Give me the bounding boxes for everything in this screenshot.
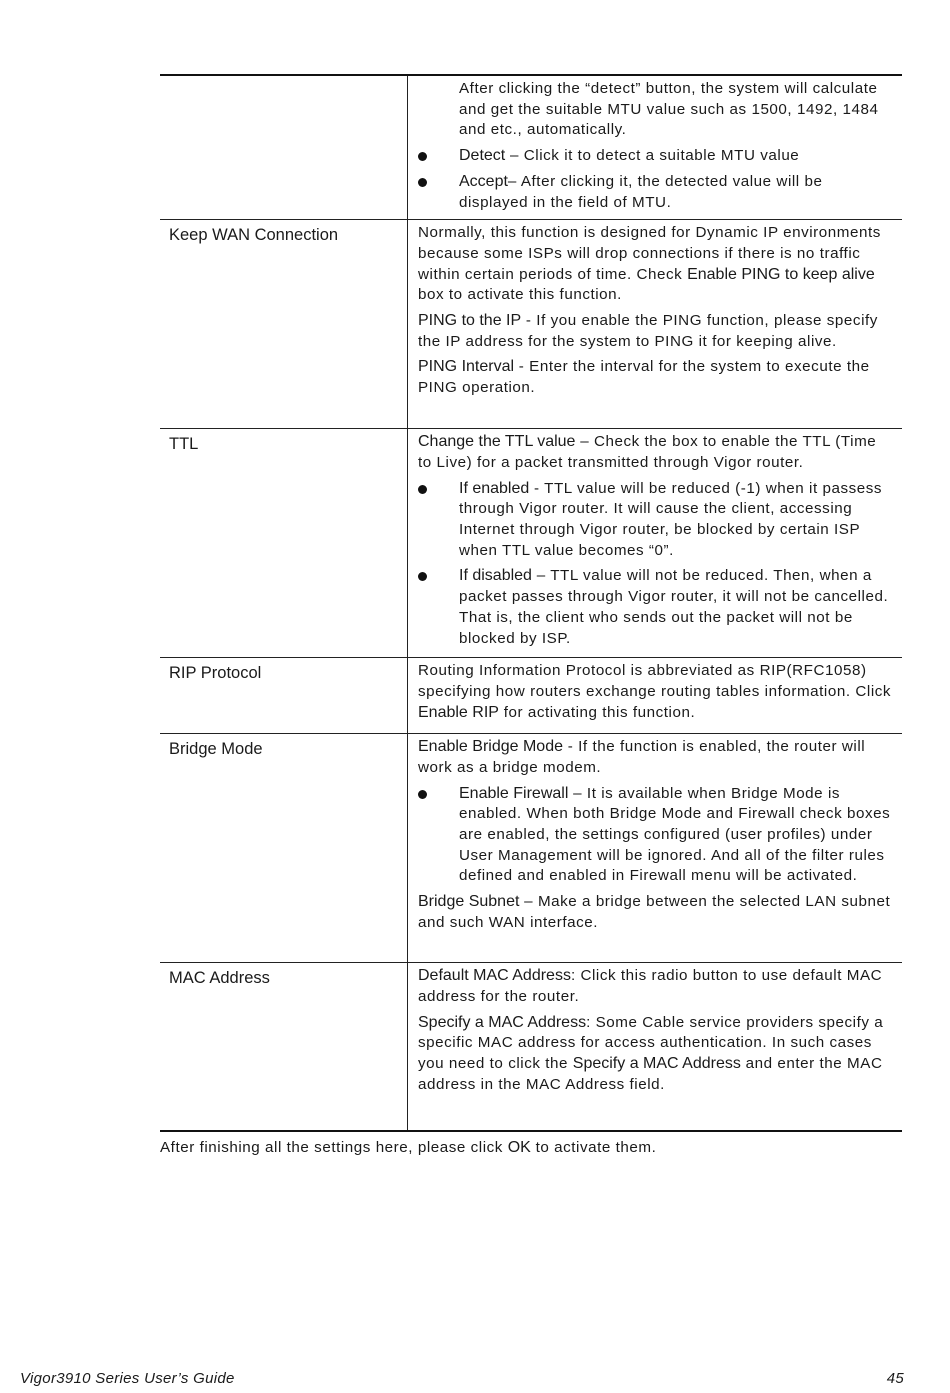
- table-row: [160, 963, 902, 1131]
- settings-note-ok-term: OK: [507, 1139, 531, 1156]
- bullet-term: Enable Firewall: [459, 784, 569, 802]
- table-row: [160, 658, 902, 734]
- description-paragraph: [418, 892, 894, 933]
- footer-guide-title: Vigor3910 Series User’s Guide: [20, 1370, 235, 1387]
- table-row: [160, 75, 902, 220]
- bullet-dot-icon: [418, 152, 427, 161]
- parameter-description-cell: [408, 734, 903, 963]
- description-paragraph: [418, 737, 894, 778]
- parameter-name: RIP Protocol: [169, 664, 262, 683]
- bullet-dot-icon: [418, 485, 427, 494]
- parameter-name-cell: [160, 220, 408, 429]
- bullet-item: [418, 566, 894, 649]
- table-row: [160, 220, 902, 429]
- description-paragraph: [418, 661, 894, 723]
- bullet-item: [418, 479, 894, 562]
- option-term: Default MAC Address: [418, 967, 571, 985]
- bullet-term: If disabled: [459, 567, 532, 585]
- parameter-name-cell: [160, 429, 408, 658]
- option-term: Enable RIP: [418, 703, 499, 721]
- option-term: Change the TTL value: [418, 433, 576, 451]
- paragraph-text: - Enter the interval for the system to execute the PING operation.: [418, 358, 870, 397]
- description-paragraph: [418, 357, 894, 398]
- option-term: Specify a MAC Address: [418, 1013, 587, 1031]
- settings-note-before: After finishing all the settings here, please click: [160, 1139, 508, 1156]
- parameter-description-cell: [408, 963, 903, 1131]
- paragraph-text: – Make a bridge between the selected LAN subnet and such WAN interface.: [418, 893, 891, 931]
- description-paragraph: [418, 432, 894, 473]
- parameter-table-container: [160, 74, 902, 1132]
- parameter-name-cell: [160, 75, 408, 220]
- parameter-description-cell: [408, 658, 903, 734]
- bullet-text: – TTL value will not be reduced. Then, when a packet passes through Vigor router, it will not be cancelled. That is, the client who sends out the packet will not be blocked by ISP.: [459, 567, 889, 647]
- bullet-text: – After clicking it, the detected value will be displayed in the field of MTU.: [459, 172, 823, 211]
- paragraph-text: - If you enable the PING function, please specify the IP address for the system to PING it for keeping alive.: [418, 312, 878, 350]
- option-term: Specify a MAC Address: [572, 1055, 741, 1073]
- description-paragraph: [418, 1013, 894, 1096]
- parameter-table: [160, 74, 902, 1132]
- description-paragraph: [418, 223, 894, 306]
- bullet-dot-icon: [418, 178, 427, 187]
- bullet-item: [418, 172, 894, 213]
- option-term: PING to the IP: [418, 312, 522, 330]
- parameter-name: Keep WAN Connection: [169, 226, 339, 245]
- footer-page-number: 45: [886, 1370, 904, 1387]
- parameter-description-cell: [408, 429, 903, 658]
- description-paragraph: [418, 311, 894, 352]
- parameter-name-cell: [160, 963, 408, 1131]
- bullet-term: If enabled: [459, 479, 530, 497]
- paragraph-text: : Some Cable service providers specify a specific MAC address for access authentication. In such cases you need to click the: [418, 1013, 884, 1073]
- paragraph-text: After clicking the “detect” button, the system will calculate and get the suitable MTU value such as 1500, 1492, 1484 and etc., automatically.: [459, 80, 879, 139]
- bullet-text: – It is available when Bridge Mode is enabled. When both Bridge Mode and Firewall check boxes are enabled, the settings configured (user profiles) under User Management will be ignored. And all of the filter rules defined and enabled in Firewall menu will be activated.: [459, 784, 891, 885]
- bullet-item: [418, 146, 894, 167]
- bullet-dot-icon: [418, 572, 427, 581]
- table-row: [160, 429, 902, 658]
- settings-note-after: to activate them.: [530, 1139, 657, 1156]
- bullet-text: – Click it to detect a suitable MTU value: [505, 147, 800, 165]
- parameter-description-cell: [408, 75, 903, 220]
- parameter-name: MAC Address: [169, 969, 270, 988]
- paragraph-text: Normally, this function is designed for Dynamic IP environments because some ISPs will drop connections if there is no traffic within certain periods of time. Check: [418, 224, 881, 283]
- paragraph-text: and enter the MAC address in the MAC Address field.: [418, 1055, 883, 1093]
- parameter-description-cell: [408, 220, 903, 429]
- paragraph-text: box to activate this function.: [418, 286, 622, 304]
- table-row: [160, 734, 902, 963]
- bullet-dot-icon: [418, 790, 427, 799]
- parameter-name: TTL: [169, 435, 199, 454]
- bullet-term: Accept: [459, 172, 508, 190]
- parameter-table-body: [160, 75, 902, 1131]
- description-paragraph: [418, 966, 894, 1007]
- option-term: Enable PING to keep alive: [687, 265, 875, 283]
- paragraph-text: Routing Information Protocol is abbreviated as RIP(RFC1058) specifying how routers exchange routing tables information. Click: [418, 662, 892, 700]
- paragraph-text: for activating this function.: [498, 703, 696, 721]
- page-footer: [20, 1370, 904, 1387]
- option-term: PING Interval: [418, 358, 515, 376]
- option-term: Enable Bridge Mode: [418, 738, 563, 756]
- parameter-name-cell: [160, 734, 408, 963]
- indented-paragraph: [418, 79, 894, 141]
- bullet-term: Detect: [459, 147, 506, 165]
- parameter-name-cell: [160, 658, 408, 734]
- option-term: Bridge Subnet: [418, 893, 520, 911]
- bullet-item: [418, 784, 894, 888]
- paragraph-text: – Check the box to enable the TTL (Time to Live) for a packet transmitted through Vigor router.: [418, 433, 877, 471]
- bullet-text: - TTL value will be reduced (-1) when it passess through Vigor router. It will cause the client, accessing Internet through Vigor router, be blocked by certain ISP when TTL value becomes “0”.: [459, 479, 883, 559]
- settings-note: [160, 1139, 656, 1157]
- paragraph-text: - If the function is enabled, the router will work as a bridge modem.: [418, 738, 866, 776]
- parameter-name: Bridge Mode: [169, 740, 263, 759]
- paragraph-text: : Click this radio button to use default MAC address for the router.: [418, 967, 883, 1005]
